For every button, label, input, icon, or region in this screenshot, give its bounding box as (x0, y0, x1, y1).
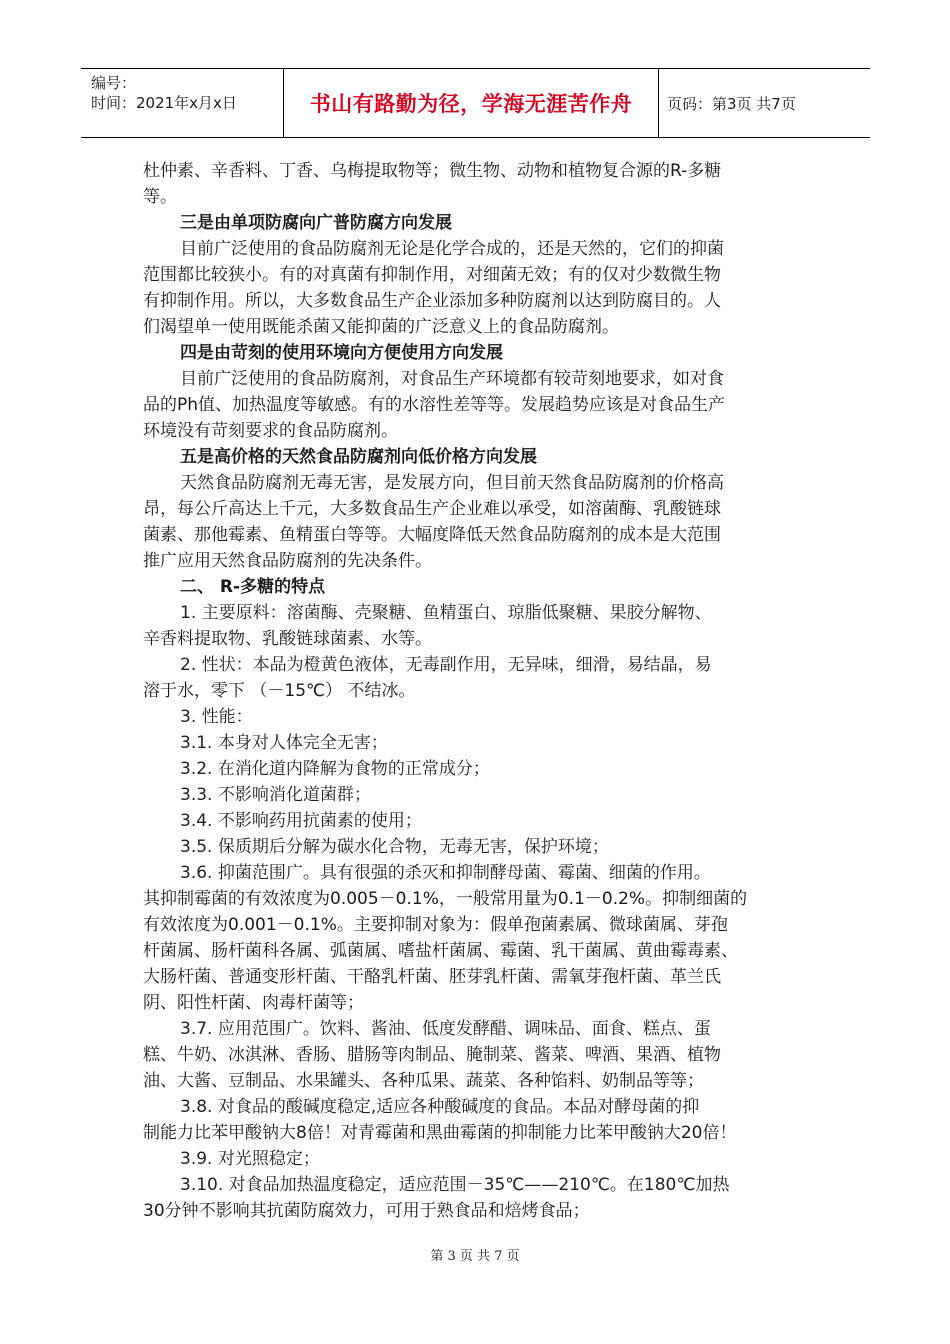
page-footer: 第 3 页 共 7 页 (430, 1249, 520, 1264)
document-time-label: 时间：2021年x月x日 (91, 94, 237, 112)
body-text-line: 糕、牛奶、冰淇淋、香肠、腊肠等肉制品、腌制菜、酱菜、啤酒、果酒、植物 (143, 1045, 721, 1065)
body-text-line: 3.1. 本身对人体完全无害； (180, 733, 388, 753)
document-body (143, 158, 808, 1224)
section-heading: 四是由苛刻的使用环境向方便使用方向发展 (180, 343, 503, 363)
section-heading: 三是由单项防腐向广普防腐方向发展 (180, 213, 452, 233)
body-text-line: 有抑制作用。所以，大多数食品生产企业添加多种防腐剂以达到防腐目的。人 (143, 291, 721, 311)
body-text-line: 3.4. 不影响药用抗菌素的使用； (180, 811, 422, 831)
body-text-line: 30分钟不影响其抗菌防腐效力，可用于熟食品和焙烤食品； (143, 1201, 590, 1221)
body-text-line: 大肠杆菌、普通变形杆菌、干酪乳杆菌、胚芽乳杆菌、需氧芽孢杆菌、革兰氏 (143, 967, 721, 987)
header-meta-cell (81, 69, 284, 137)
body-text-line: 阴、阳性杆菌、肉毒杆菌等； (143, 993, 364, 1013)
body-text-line: 昂，每公斤高达上千元，大多数食品生产企业难以承受，如溶菌酶、乳酸链球 (143, 499, 721, 519)
body-text-line: 们渴望单一使用既能杀菌又能抑菌的广泛意义上的食品防腐剂。 (143, 317, 619, 337)
body-text-line: 目前广泛使用的食品防腐剂，对食品生产环境都有较苛刻地要求，如对食 (180, 369, 724, 389)
body-text-line: 范围都比较狭小。有的对真菌有抑制作用，对细菌无效；有的仅对少数微生物 (143, 265, 721, 285)
body-text-line: 环境没有苛刻要求的食品防腐剂。 (143, 421, 398, 441)
body-text-line: 杜仲素、辛香料、丁香、乌梅提取物等；微生物、动物和植物复合源的R-多糖 (143, 161, 722, 181)
body-text-line: 等。 (143, 187, 177, 207)
document-number-label: 编号： (91, 74, 137, 92)
body-text-line: 推广应用天然食品防腐剂的先决条件。 (143, 551, 432, 571)
header-motto: 书山有路勤为径，学海无涯苦作舟 (284, 69, 659, 137)
body-text-line: 油、大酱、豆制品、水果罐头、各种瓜果、蔬菜、各种馅料、奶制品等等； (143, 1071, 704, 1091)
body-text-line: 3.8. 对食品的酸碱度稳定,适应各种酸碱度的食品。本品对酵母菌的抑 (180, 1097, 700, 1117)
body-text-line: 品的Ph值、加热温度等敏感。有的水溶性差等等。发展趋势应该是对食品生产 (143, 395, 726, 415)
page-header (81, 68, 870, 138)
body-text-line: 辛香料提取物、乳酸链球菌素、水等。 (143, 629, 432, 649)
body-text-line: 3.6. 抑菌范围广。具有很强的杀灭和抑制酵母菌、霉菌、细菌的作用。 (180, 863, 711, 883)
body-text-line: 天然食品防腐剂无毒无害，是发展方向，但目前天然食品防腐剂的价格高 (180, 473, 724, 493)
header-page-info: 页码：第3页 共7页 (667, 94, 796, 113)
body-text-line: 3.2. 在消化道内降解为食物的正常成分； (180, 759, 490, 779)
body-text-line: 溶于水，零下 （－15℃） 不结冰。 (143, 681, 416, 701)
body-text-line: 2. 性状：本品为橙黄色液体，无毒副作用，无异味，细滑，易结晶，易 (180, 655, 712, 675)
body-text-line: 3.9. 对光照稳定； (180, 1149, 320, 1169)
body-text-line: 目前广泛使用的食品防腐剂无论是化学合成的，还是天然的，它们的抑菌 (180, 239, 724, 259)
body-text-line: 菌素、那他霉素、鱼精蛋白等等。大幅度降低天然食品防腐剂的成本是大范围 (143, 525, 721, 545)
body-text-line: 杆菌属、肠杆菌科各属、弧菌属、嗜盐杆菌属、霉菌、乳干菌属、黄曲霉毒素、 (143, 941, 738, 961)
body-text-line: 3.7. 应用范围广。饮料、酱油、低度发酵醋、调味品、面食、糕点、蛋 (180, 1019, 711, 1039)
body-text-line: 有效浓度为0.001－0.1%。主要抑制对象为：假单孢菌素属、微球菌属、芽孢 (143, 915, 728, 935)
section-heading: 五是高价格的天然食品防腐剂向低价格方向发展 (180, 447, 537, 467)
body-text-line: 3. 性能： (180, 707, 253, 727)
body-text-line: 其抑制霉菌的有效浓度为0.005－0.1%，一般常用量为0.1－0.2%。抑制细菌的 (143, 889, 748, 909)
body-text-line: 3.10. 对食品加热温度稳定，适应范围－35℃——210℃。在180℃加热 (180, 1175, 730, 1195)
body-text-line: 1. 主要原料：溶菌酶、壳聚糖、鱼精蛋白、琼脂低聚糖、果胶分解物、 (180, 603, 712, 623)
body-text-line: 3.5. 保质期后分解为碳水化合物，无毒无害，保护环境； (180, 837, 609, 857)
body-text-line: 3.3. 不影响消化道菌群； (180, 785, 371, 805)
section-heading: 二、 R-多糖的特点 (180, 577, 326, 597)
body-text-line: 制能力比苯甲酸钠大8倍！对青霉菌和黑曲霉菌的抑制能力比苯甲酸钠大20倍！ (143, 1123, 737, 1143)
